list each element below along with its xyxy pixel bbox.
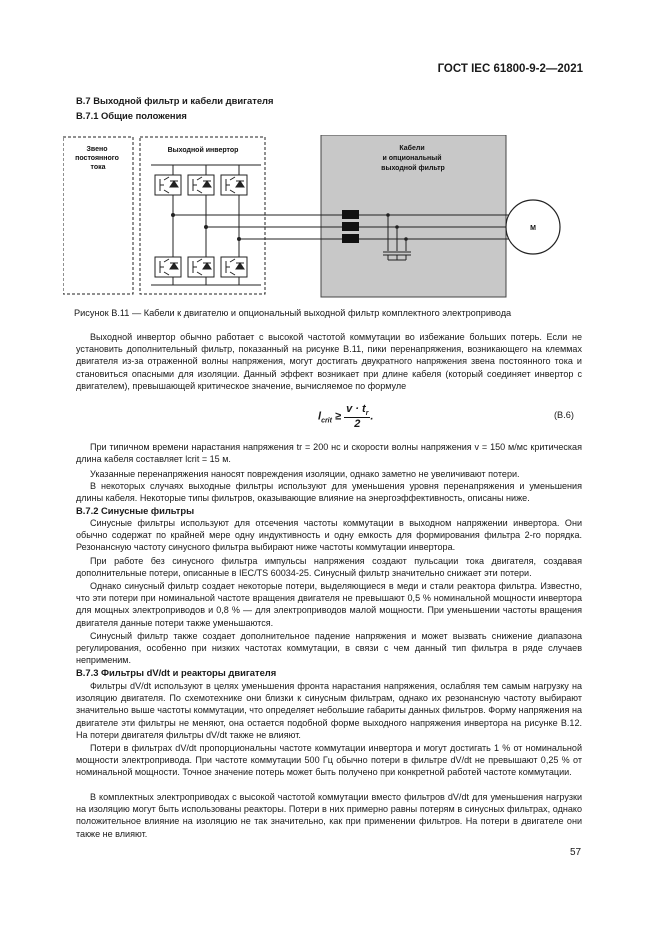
- paragraph: При типичном времени нарастания напряжения tr = 200 нс и скорости волны напряжения v = 150 м/мс критическая длина кабеля составляет lcrit = 15 м.: [76, 442, 582, 465]
- motor-label: M: [530, 225, 536, 232]
- paragraph: Синусные фильтры используют для отсечения частоты коммутации в выходном напряжении инвертора. Они обычно содержат по крайней мере одну индуктивность и одну емкость для формирования фильтра 2-го порядка. Резонансную частоту синусного фильтра выбирают ниже частоты коммутации инвертора.: [76, 518, 582, 553]
- cables-filter-label: Кабели и опциональный выходной фильтр: [381, 145, 445, 172]
- paragraph: Однако синусный фильтр создает некоторые потери, выделяющиеся в меди и стали реактора фильтра. Известно, что эти потери при номинальной частоте вращения двигателя не превышают 0,5 % номинальной мощности инвертора для мощных электроприводов и 0,8 % — для электроприводов малой мощности. При уменьшении частоты вращения двигателя данные потери также уменьшаются.: [76, 581, 582, 628]
- paragraph: Выходной инвертор обычно работает с высокой частотой коммутации во избежание больших потерь. Если не установить дополнительный фильтр, показанный на рисунке В.11, пики перенапряжения, возникающего на клеммах двигателя из-за отраженной волны напряжения, могут достигать двукратного напряжения звена постоянного тока и становиться опасными для изоляции. Данный эффект возникает при длине кабеля (который соединяет инвертор с двигателем), превышающей критическое значение, вычисляемое по формуле: [76, 332, 582, 391]
- equation-number: (B.6): [554, 410, 574, 420]
- paragraph: Потери в фильтрах dV/dt пропорциональны частоте коммутации инвертора и могут достигать 1 % от номинальной мощности электропривода. При частоте коммутации 500 Гц обычно потери в фильтре dV/dt не превышают 0,25 % от номинальной мощности. Точное значение потерь может быть получено при конкретной работей частоте коммутации.: [76, 743, 582, 778]
- section-heading-b73: В.7.3 Фильтры dV/dt и реакторы двигателя: [76, 667, 277, 678]
- filter-reactor-1: [342, 210, 359, 219]
- paragraph: При работе без синусного фильтра импульсы напряжения создают пульсации тока двигателя, создавая дополнительные потери, описанные в IEC/TS 60034-25. Синусный фильтр значительно снижает эти потери.: [76, 556, 582, 579]
- filter-reactor-2: [342, 222, 359, 231]
- paragraph: Указанные перенапряжения наносят повреждения изоляции, однако заметно не увеличивают потери.: [90, 469, 520, 479]
- paragraph: В комплектных электроприводах с высокой частотой коммутации вместо фильтров dV/dt для уменьшения нагрузки на изоляцию могут быть использованы реакторы. Потери в них примерно равны потерям в синусных фильтрах, однако положительное влияние на изоляцию не так значительно, как при применении фильтров. На потери в двигателе они также не влияют.: [76, 792, 582, 839]
- section-heading-b71: В.7.1 Общие положения: [76, 110, 187, 121]
- page-number: 57: [570, 847, 582, 858]
- filter-reactor-3: [342, 234, 359, 243]
- paragraph: Синусный фильтр также создает дополнительное падение напряжения и может вызвать снижение диапазона регулирования, особенно при низких частотах коммутации, в связи с чем данный тип фильтра в ряде случаев неприменим.: [76, 631, 582, 666]
- figure-b11: [63, 135, 583, 305]
- section-heading-b7: В.7 Выходной фильтр и кабели двигателя: [76, 95, 274, 106]
- document-header: ГОСТ IEC 61800-9-2—2021: [437, 63, 583, 75]
- inverter-switch-legs: [155, 165, 247, 285]
- formula-b6: $l_{crit}$ ≥ $\frac{v \cdot t_r}{2}$ .: [318, 403, 374, 431]
- section-heading-b72: В.7.2 Синусные фильтры: [76, 505, 195, 516]
- paragraph: Фильтры dV/dt используют в целях уменьшения фронта нарастания напряжения, ослабляя тем самым нагрузку на изоляцию двигателя. По схемотехнике они близки к синусным фильтрам, однако их резонансную частоту выбирают значительно выше частоты коммутации, что определяет небольшие габариты данных фильтров. Форму напряжения на двигателе эти фильтры не меняют, она остается подобной форме выходного напряжения инвертора на рисунке В.12. На потери двигателя фильтры dV/dt также не влияют.: [76, 681, 582, 740]
- paragraph: В некоторых случаях выходные фильтры используют для уменьшения уровня перенапряжения и уменьшения длины кабеля. Некоторые типы фильтров, оказывающие влияние на энергоэффективность, описаны ниже.: [76, 481, 582, 504]
- figure-caption: Рисунок В.11 — Кабели к двигателю и опциональный выходной фильтр комплектного электропривода: [74, 308, 512, 318]
- dc-link-label: Звено постоянного тока: [75, 146, 119, 171]
- inverter-label: Выходной инвертор: [167, 147, 239, 154]
